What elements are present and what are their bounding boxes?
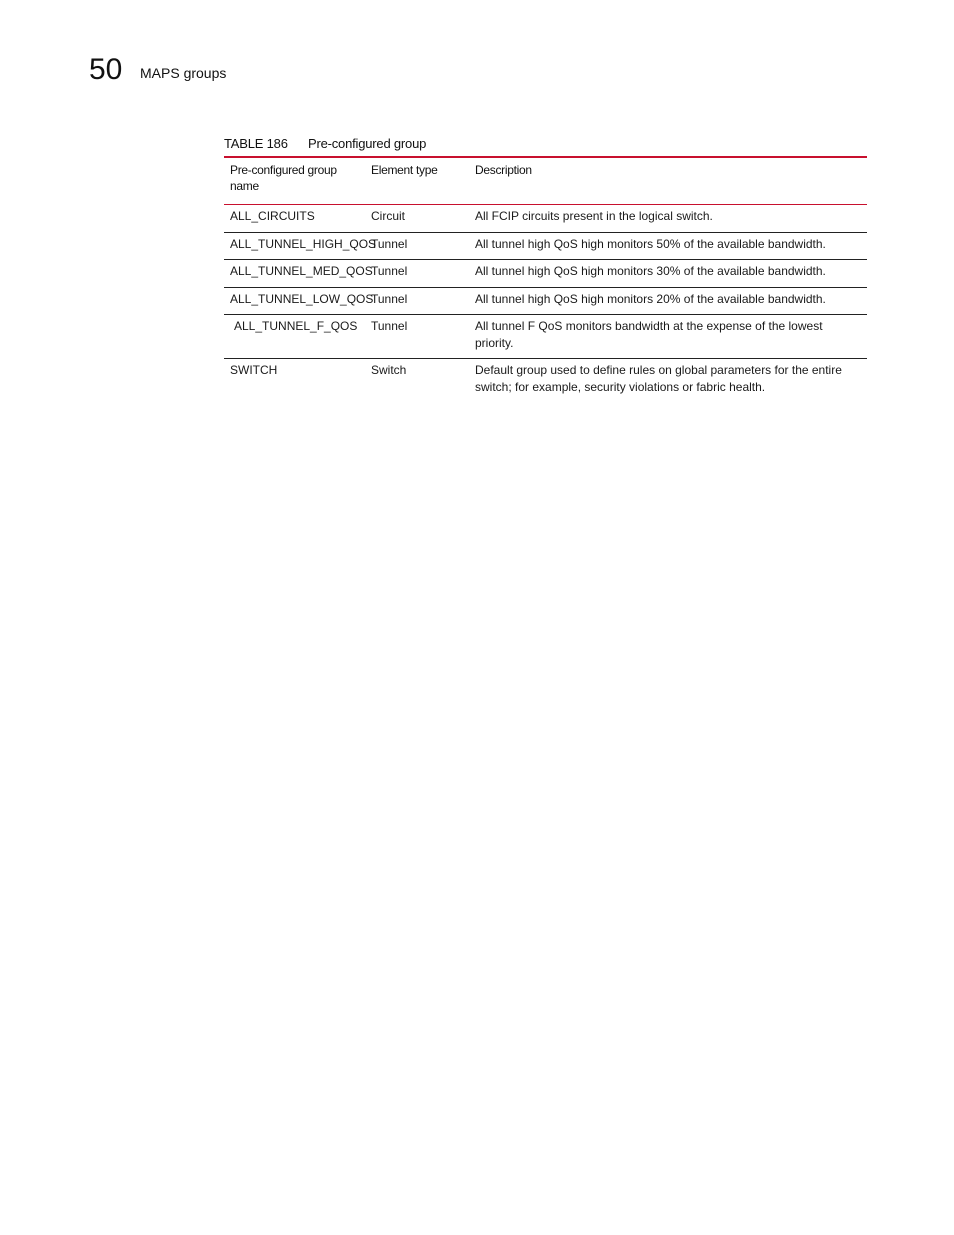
column-header-group-name: Pre-configured group name bbox=[230, 163, 337, 193]
chapter-number: 50 bbox=[89, 53, 123, 86]
group-name-cell: ALL_TUNNEL_F_QOS bbox=[234, 319, 358, 333]
group-name-cell: ALL_TUNNEL_MED_QOS bbox=[230, 264, 373, 278]
preconfigured-group-table bbox=[224, 156, 867, 402]
element-type-cell: Circuit bbox=[371, 209, 406, 223]
description-cell: All tunnel high QoS high monitors 20% of the available bandwidth. bbox=[475, 291, 826, 306]
table-caption bbox=[224, 135, 426, 153]
table-row bbox=[224, 359, 867, 403]
group-name-cell: ALL_CIRCUITS bbox=[230, 209, 315, 223]
group-name-cell: SWITCH bbox=[230, 363, 278, 377]
element-type-cell: Tunnel bbox=[371, 264, 408, 278]
table-body bbox=[224, 205, 867, 403]
element-type-cell: Tunnel bbox=[371, 291, 408, 306]
table-row bbox=[224, 205, 867, 233]
table-header bbox=[224, 157, 867, 205]
table-caption-number: TABLE 186 bbox=[224, 136, 288, 151]
description-cell: Default group used to define rules on global parameters for the entire switch; for example, security violations or fabric health. bbox=[475, 363, 842, 394]
description-cell: All tunnel high QoS high monitors 50% of the available bandwidth. bbox=[475, 236, 826, 251]
column-header-element-type: Element type bbox=[371, 163, 438, 177]
description-cell: All tunnel high QoS high monitors 30% of the available bandwidth. bbox=[475, 264, 826, 278]
description-cell: All FCIP circuits present in the logical switch. bbox=[475, 209, 713, 223]
table-row bbox=[224, 260, 867, 288]
table-row bbox=[224, 232, 867, 260]
table-row bbox=[224, 315, 867, 359]
column-header-description: Description bbox=[475, 163, 532, 177]
element-type-cell: Tunnel bbox=[371, 236, 408, 251]
table-header-row bbox=[224, 157, 867, 205]
group-name-cell: ALL_TUNNEL_HIGH_QOS bbox=[230, 236, 377, 251]
description-cell: All tunnel F QoS monitors bandwidth at the expense of the lowest priority. bbox=[475, 319, 823, 350]
group-name-cell: ALL_TUNNEL_LOW_QOS bbox=[230, 291, 374, 306]
element-type-cell: Switch bbox=[371, 363, 407, 377]
table-caption-title: Pre-configured group bbox=[308, 136, 427, 151]
chapter-title: MAPS groups bbox=[140, 65, 227, 81]
table-row bbox=[224, 287, 867, 315]
element-type-cell: Tunnel bbox=[371, 319, 408, 333]
